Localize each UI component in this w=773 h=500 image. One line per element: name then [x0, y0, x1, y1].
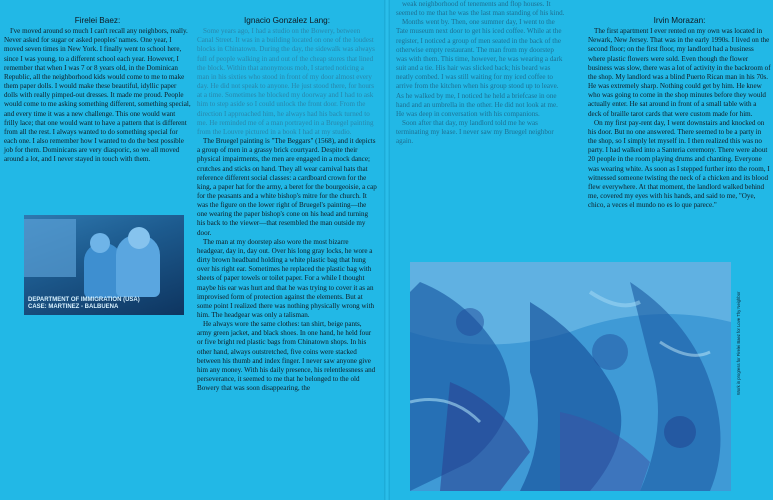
- column-continued: [396, 0, 566, 147]
- photo-caption: DEPARTMENT OF IMMIGRATION (USA) CASE: MARTINEZ - BALBUENA: [28, 297, 140, 310]
- column-ignacio-gonzalez-lang: [197, 16, 377, 393]
- paragraph: I've moved around so much I can't recall any neighbors, really. Never asked for sugar or asked peoples' names. One year, I moved seven times in New York. I finally went to school here, since I was young, to a different school each year. However, I remember that when I was 7 or 8 years old, in the Dominican Republic, all the neighborhood kids would come to me to make them paper dolls. I would make these beautiful, idyllic paper dolls with really pimped-out dresses. It made me proud. People would come to me asking something different, something special, and every time it was a new challenge. This one would want frilly lace; that one would want to have a pattern that is different from all the rest. I always wanted to do something special for each one. I also remember how I wanted to do the best possible job for them. Dominicans are very diasporic, so we all moved around a lot, and I never stayed in touch with them.: [4, 27, 191, 164]
- paragraph: Soon after that day, my landlord told me he was terminating my lease. I never saw my Bruegel neighbor again.: [396, 119, 554, 146]
- paragraph: Some years ago, I had a studio on the Bowery, between Canal Street. It was in a building located on one of the loudest blocks in Chinatown. During the day, the sidewalk was always full of people walking in and out of the cheap stores that lined the block. Within that anonymous mob, I started noticing a man in his sixties who stood in front of my door almost every day. He did not speak to anyone. He just stood there, for hours at a time. Sometimes he blocked my doorway and I had to ask him to step aside so I could unlock the front door. From the direction I approached him, he always had his back turned to me. He reminded me of a man portrayed in a Bruegel painting from the Louvre pictured in a book I had at my studio.: [197, 27, 375, 136]
- paragraph: Months went by. Then, one summer day, I went to the Tate museum next door to get his iced coffee. While at the register, I noticed a group of men seated in the back of the otherwise empty restaurant. The man from my doorstep was with them. This time, however, he was wearing a dark suit and a tie. His hair was slicked back; his beard was neatly combed. I was still waiting for my iced coffee to arrive from the kitchen when his group stood up to leave. As he walked by me, I noticed he held a briefcase in one hand and an umbrella in the other. He did not look at me. He was deep in conversation with his companions.: [396, 18, 563, 118]
- page-fold: [384, 0, 390, 500]
- flowers-illustration: [410, 262, 731, 491]
- paragraph: On my first pay-rent day, I went downstairs and knocked on his door. But no one answered. There seemed to be a party in the shop, so I simply let myself in. I then realized this was no party. I had walked into a Santeria ceremony. There were about 20 people in the room playing drums and chanting. Everyone was wearing white. As soon as I stepped further into the room, I witnessed someone twisting the neck of a chicken and its blood flew everywhere. At that moment, the landlord walked behind me, covered my eyes with his hands, and said to me, "Oye, chico, a veces el mundo no es lo que parece.": [588, 118, 770, 210]
- immigration-photo: [24, 215, 184, 315]
- column-irvin-morazan: [588, 16, 771, 210]
- paragraph: The Bruegel painting is "The Beggars" (1568), and it depicts a group of men in a grassy brick courtyard. Despite their physical impairments, the men are engaged in a mock dance; crutches and sticks on hand. They all wear carnival hats that reference different social classes: a cardboard crown for the king, a paper hat for the army, a beret for the bourgeoisie, a cap for the peasants and a white bishop's mitre for the church. It was the figure on the lower right of Bruegel's painting—the one wearing the paper bishop's cone on his head and turning his back to the viewer—that resembled the man outside my door.: [197, 137, 377, 237]
- paragraph: He always wore the same clothes: tan shirt, beige pants, army green jacket, and black shoes. In one hand, he held four or five bright red plastic bags from Chinatown shops. In his other hand, always outstretched, five coins were stacked between his thumb and index finger. I never saw anyone give him any money. With his daily presence, his relentlessness and perseverance, it seemed to me that he belonged to the old Bowery that was soon disappearing, the: [197, 320, 376, 393]
- paragraph: The first apartment I ever rented on my own was located in Newark, New Jersey. That was in the early 1990s. I lived on the second floor; on the first floor, my landlord had a business where plastic flowers were sold. Even though the flower business was slow, there was a lot of activity in the backroom of the shop. My landlord was a blind Puerto Rican man in his 70s. He was extremely sharp. Nothing could get by him. He knew who was going to come in the shop minutes before they would actually enter. He sat around in front of a small table with a deck of braille tarot cards that were custom made for him.: [588, 27, 771, 118]
- paragraph: weak neighborhood of tenements and flop houses. It seemed to me that he was the last man standing of his kind.: [396, 0, 565, 18]
- flowers-photo: [410, 262, 731, 491]
- byline-irvin-morazan: Irvin Morazan:: [653, 16, 706, 25]
- byline-ignacio-gonzalez-lang: Ignacio Gonzalez Lang:: [243, 16, 331, 25]
- photo-credit: Work in progress for Firelei Baez for Love Thy Neighbor: [736, 291, 741, 395]
- column-firelei-baez: [4, 16, 191, 165]
- paragraph: The man at my doorstep also wore the most bizarre headgear, day in, day out. Over his long gray locks, he wore a dirty brown headband holding a white plastic bag that hung over his right ear. Sometimes he replaced the plastic bag with sheets of paper towels or toilet paper. For a while I thought maybe his ear was hurt and that he was trying to cover it as an improvised form of protection against the elements. But at some point I realized there was nothing physically wrong with him. The headgear was only a talisman.: [197, 237, 375, 319]
- byline-firelei-baez: Firelei Baez:: [74, 16, 121, 25]
